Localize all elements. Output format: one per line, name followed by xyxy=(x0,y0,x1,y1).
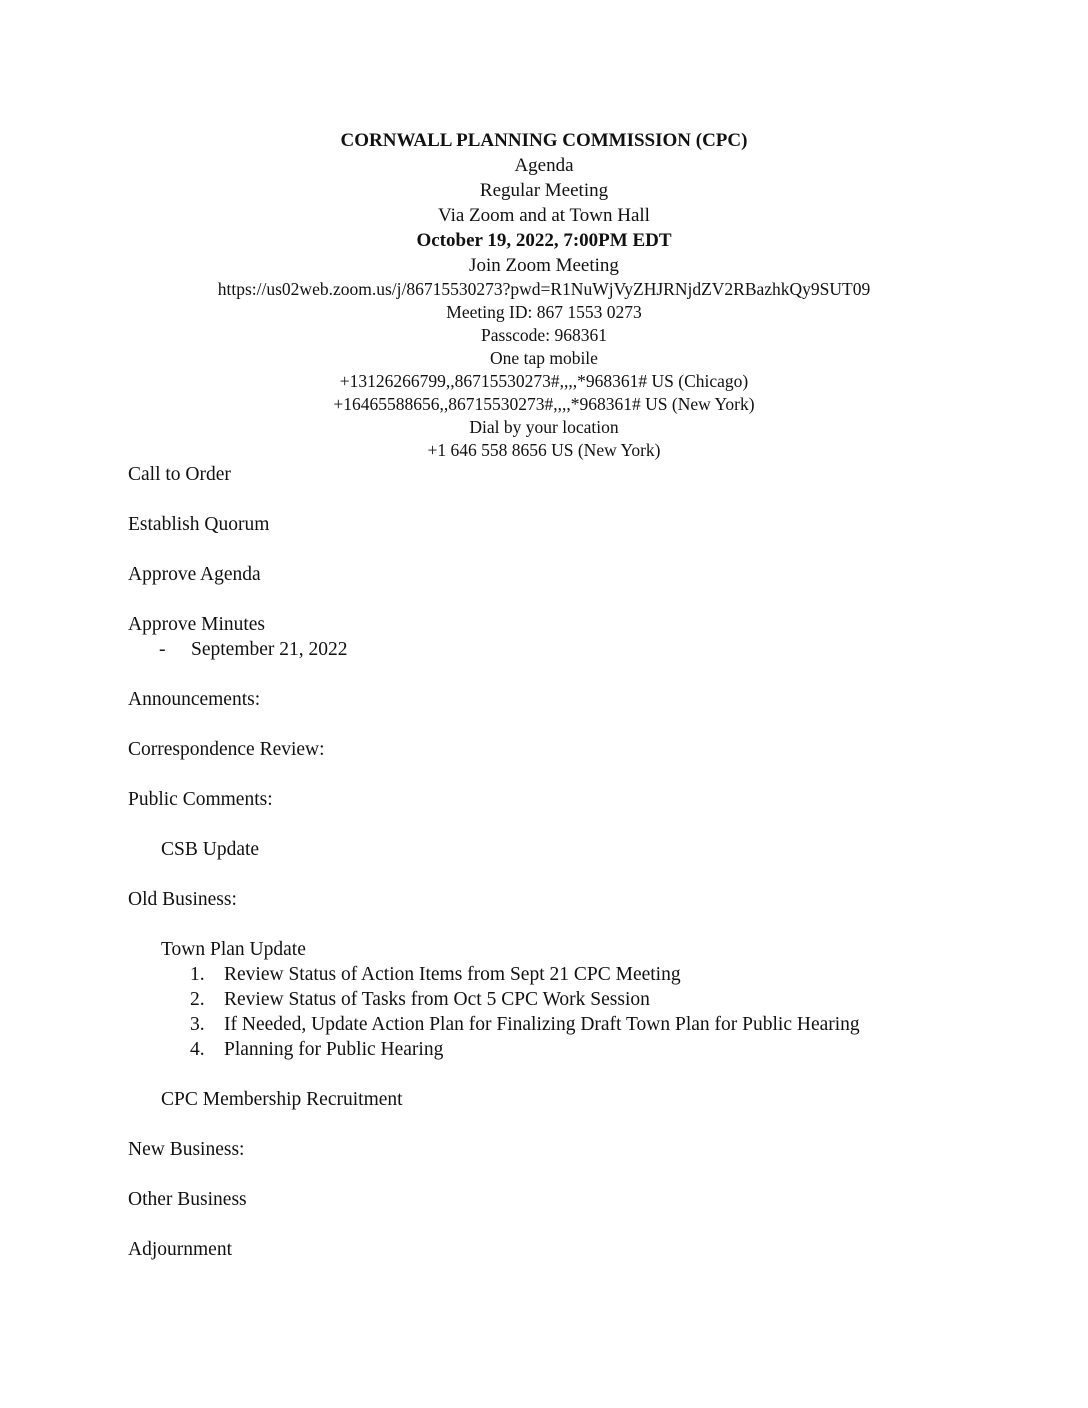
agenda-item-announcements: Announcements: xyxy=(128,689,261,710)
agenda-label: Agenda xyxy=(514,155,574,176)
one-tap-label: One tap mobile xyxy=(490,348,598,368)
list-item-text: Planning for Public Hearing xyxy=(224,1039,444,1060)
meeting-venue: Via Zoom and at Town Hall xyxy=(438,205,650,226)
agenda-item-call-to-order: Call to Order xyxy=(128,464,231,485)
spacer xyxy=(128,1062,1028,1087)
agenda-item-new-business: New Business: xyxy=(128,1139,245,1160)
commission-title: CORNWALL PLANNING COMMISSION (CPC) xyxy=(340,130,748,151)
meeting-id: Meeting ID: 867 1553 0273 xyxy=(446,302,642,322)
dial-number: +1 646 558 8656 US (New York) xyxy=(427,440,661,460)
dash-bullet: - xyxy=(159,639,166,660)
dial-label: Dial by your location xyxy=(469,417,619,437)
town-plan-list-item xyxy=(128,1012,1028,1037)
agenda-item-adjournment: Adjournment xyxy=(128,1239,232,1260)
minutes-list-item xyxy=(128,637,1028,687)
agenda-item-establish-quorum: Establish Quorum xyxy=(128,514,270,535)
meeting-type: Regular Meeting xyxy=(479,180,609,201)
town-plan-list-item xyxy=(128,962,1028,987)
agenda-subitem-town-plan-update: Town Plan Update xyxy=(161,939,306,960)
town-plan-list-item xyxy=(128,1037,1028,1062)
list-item-text: Review Status of Tasks from Oct 5 CPC Work Session xyxy=(224,989,650,1010)
zoom-url-link[interactable]: https://us02web.zoom.us/j/86715530273?pwd=R1NuWjVyZHJRNjdZV2RBazhkQy9SUT09 xyxy=(217,279,871,299)
list-item-text: If Needed, Update Action Plan for Finalizing Draft Town Plan for Public Hearing xyxy=(224,1014,860,1035)
list-number: 4. xyxy=(190,1039,205,1060)
list-number: 1. xyxy=(190,964,205,985)
list-number: 3. xyxy=(190,1014,205,1035)
agenda-body xyxy=(128,462,1028,1287)
passcode: Passcode: 968361 xyxy=(481,325,607,345)
list-item-text: Review Status of Action Items from Sept 21 CPC Meeting xyxy=(224,964,681,985)
meeting-datetime: October 19, 2022, 7:00PM EDT xyxy=(416,230,672,251)
agenda-item-approve-agenda: Approve Agenda xyxy=(128,564,261,585)
agenda-item-approve-minutes: Approve Minutes xyxy=(128,614,266,635)
agenda-item-correspondence: Correspondence Review: xyxy=(128,739,325,760)
agenda-header xyxy=(0,128,1088,462)
town-plan-list-item xyxy=(128,987,1028,1012)
agenda-subitem-membership: CPC Membership Recruitment xyxy=(161,1089,403,1110)
one-tap-newyork: +16465588656,,86715530273#,,,,*968361# US (New York) xyxy=(333,394,755,414)
agenda-item-public-comments: Public Comments: xyxy=(128,789,273,810)
list-number: 2. xyxy=(190,989,205,1010)
agenda-item-old-business: Old Business: xyxy=(128,889,237,910)
agenda-item-other-business: Other Business xyxy=(128,1189,247,1210)
agenda-subitem-csb-update: CSB Update xyxy=(161,839,260,860)
one-tap-chicago: +13126266799,,86715530273#,,,,*968361# US (Chicago) xyxy=(339,371,749,391)
minutes-date: September 21, 2022 xyxy=(191,639,348,660)
join-zoom-label: Join Zoom Meeting xyxy=(469,255,619,276)
